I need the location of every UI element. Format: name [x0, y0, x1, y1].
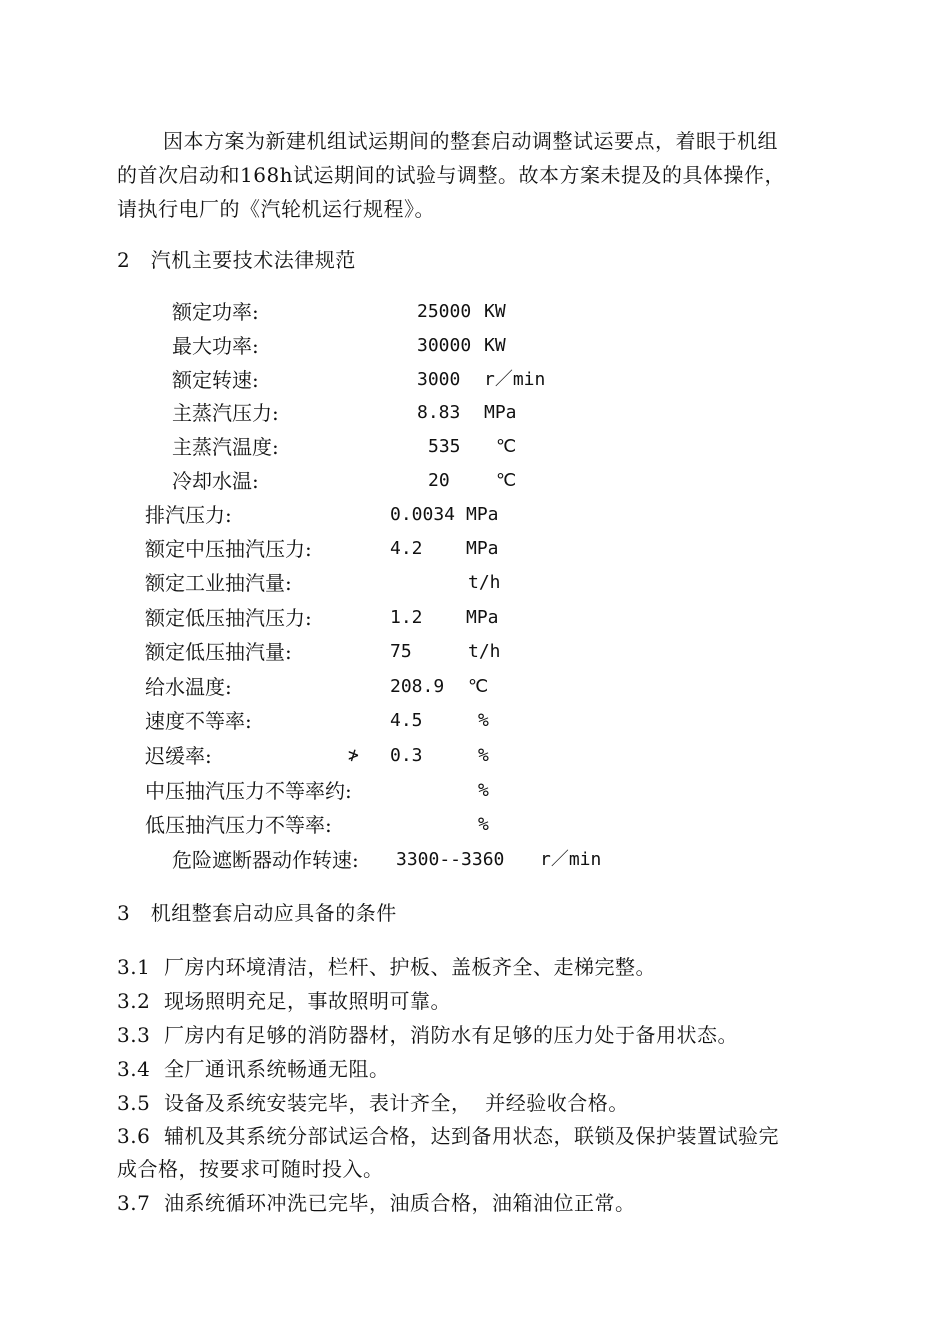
spec-unit: % [478, 780, 489, 801]
spec-label: 速度不等率: [145, 709, 252, 733]
spec-label: 最大功率: [172, 334, 259, 358]
spec-unit: KW [484, 335, 506, 356]
spec-label: 迟缓率: [145, 744, 212, 768]
spec-label: 冷却水温: [172, 469, 259, 493]
list-item: 3.6 辅机及其系统分部试运合格，达到备用状态，联锁及保护装置试验完 [117, 1124, 780, 1148]
spec-unit: % [478, 710, 489, 731]
spec-label: 排汽压力: [145, 503, 232, 527]
spec-value: 535 [428, 436, 461, 457]
spec-value: 8.83 [417, 402, 461, 423]
spec-unit: ℃ [496, 470, 517, 491]
spec-unit: MPa [466, 504, 499, 525]
list-item: 3.2 现场照明充足，事故照明可靠。 [117, 989, 452, 1013]
not-greater-than-symbol: ≯ [348, 745, 359, 766]
spec-unit: MPa [484, 402, 517, 423]
spec-label: 低压抽汽压力不等率: [145, 813, 332, 837]
list-item: 3.3 厂房内有足够的消防器材，消防水有足够的压力处于备用状态。 [117, 1023, 739, 1047]
spec-label: 中压抽汽压力不等率约: [145, 779, 352, 803]
spec-value: 208.9 [390, 676, 445, 697]
spec-unit: ℃ [468, 676, 489, 697]
spec-value: 20 [428, 470, 450, 491]
spec-unit: r／min [540, 849, 602, 870]
spec-value: 3000 [417, 369, 461, 390]
spec-unit: KW [484, 301, 506, 322]
intro-line-2: 的首次启动和168h试运期间的试验与调整。故本方案未提及的具体操作， [117, 163, 786, 187]
list-item-continuation: 成合格，按要求可随时投入。 [117, 1157, 384, 1181]
list-item: 3.5 设备及系统安装完毕，表计齐全， 并经验收合格。 [117, 1091, 629, 1115]
spec-label: 主蒸汽压力: [172, 401, 279, 425]
section-2-heading: 2 汽机主要技术法律规范 [117, 248, 356, 272]
list-item: 3.7 油系统循环冲洗已完毕，油质合格，油箱油位正常。 [117, 1191, 636, 1215]
spec-label: 主蒸汽温度: [172, 435, 279, 459]
spec-unit: MPa [466, 607, 499, 628]
spec-label: 额定中压抽汽压力: [145, 537, 312, 561]
spec-label: 额定转速: [172, 368, 259, 392]
intro-line-1: 因本方案为新建机组试运期间的整套启动调整试运要点，着眼于机组 [163, 129, 778, 153]
spec-value: 1.2 [390, 607, 423, 628]
spec-value: 0.0034 [390, 504, 456, 525]
list-item: 3.1 厂房内环境清洁，栏杆、护板、盖板齐全、走梯完整。 [117, 955, 657, 979]
spec-label: 危险遮断器动作转速: [172, 848, 359, 872]
spec-label: 额定低压抽汽压力: [145, 606, 312, 630]
spec-unit: ℃ [496, 436, 517, 457]
spec-unit: MPa [466, 538, 499, 559]
spec-label: 额定低压抽汽量: [145, 640, 292, 664]
spec-value: 0.3 [390, 745, 423, 766]
spec-label: 给水温度: [145, 675, 232, 699]
list-item: 3.4 全厂通讯系统畅通无阻。 [117, 1057, 390, 1081]
spec-value: 75 [390, 641, 412, 662]
spec-value: 4.2 [390, 538, 423, 559]
intro-line-3: 请执行电厂的《汽轮机运行规程》。 [117, 197, 435, 221]
spec-unit: r／min [484, 369, 546, 390]
spec-label: 额定工业抽汽量: [145, 571, 292, 595]
spec-unit: % [478, 745, 489, 766]
spec-unit: t/h [468, 641, 501, 662]
spec-label: 额定功率: [172, 300, 259, 324]
spec-value: 25000 [417, 301, 472, 322]
spec-value: 30000 [417, 335, 472, 356]
section-3-heading: 3 机组整套启动应具备的条件 [117, 901, 397, 925]
spec-unit: % [478, 814, 489, 835]
spec-value: 3300--3360 [396, 849, 505, 870]
spec-unit: t/h [468, 572, 501, 593]
spec-value: 4.5 [390, 710, 423, 731]
